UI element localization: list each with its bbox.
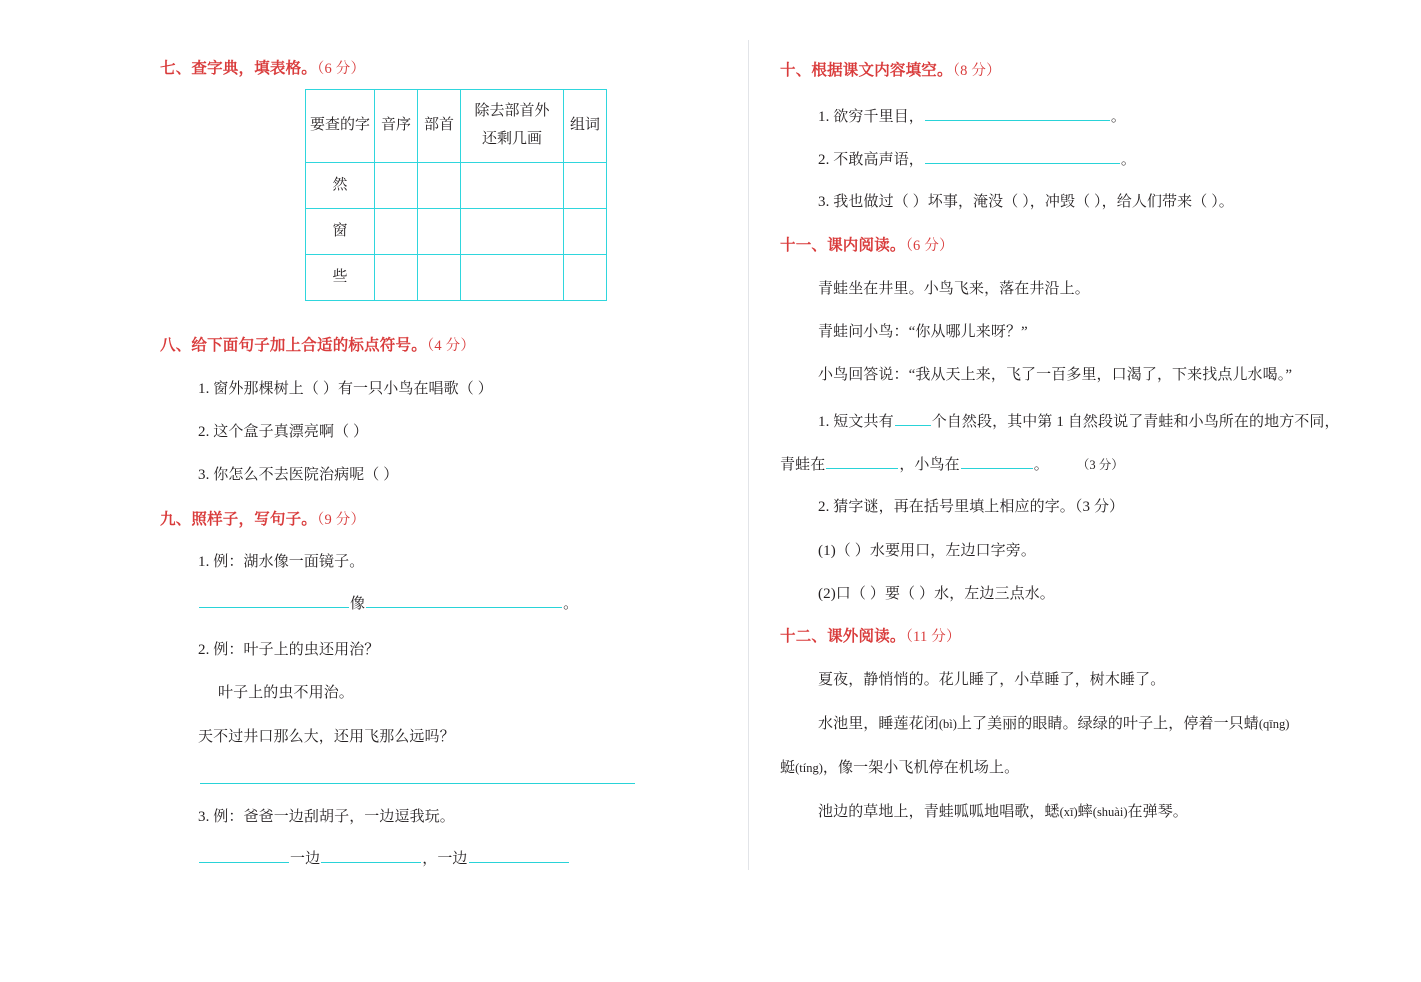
section-11-q1-part2: 个自然段，其中第 1 自然段说了青蛙和小鸟所在的地方不同， (931, 413, 1340, 430)
table-cell-char: 窗 (306, 209, 375, 255)
section-7-points: （6 分） (317, 61, 366, 77)
table-cell-zuci[interactable] (564, 255, 607, 301)
section-12-pinyin-qing: (qīng) (1258, 717, 1290, 731)
dictionary-table (305, 89, 607, 301)
section-9-q3-word-b: 一边 (437, 850, 468, 867)
section-12-pinyin-xi: (xī) (1059, 805, 1078, 819)
section-12-passage-line-4 (818, 800, 1188, 821)
table-header-zuci: 组词 (564, 90, 607, 163)
section-9-heading (160, 507, 365, 529)
table-cell-zuci[interactable] (564, 163, 607, 209)
section-8-item-1: 1. 窗外那棵树上（ ）有一只小鸟在唱歌（ ） (198, 381, 493, 397)
section-12-line3-a: 蜓 (780, 760, 796, 776)
section-10-q1-prefix: 1. 欲穷千里目， (818, 108, 924, 125)
section-9-q2-example: 2. 例：叶子上的虫还用治？ (198, 642, 380, 658)
table-cell-bushou[interactable] (418, 163, 461, 209)
table-cell-char: 些 (306, 255, 375, 301)
section-10-points: （8 分） (952, 63, 1001, 79)
section-12-line3-b: ，像一架小飞机停在机场上。 (822, 760, 1020, 776)
section-12-points: （11 分） (905, 629, 961, 645)
section-11-q1-part1: 1. 短文共有 (818, 413, 894, 430)
section-10-item-3: 3. 我也做过（ ）坏事，淹没（ ），冲毁（ ），给人们带来（ ）。 (818, 194, 1234, 210)
section-9-q3-word-a: 一边 (290, 850, 321, 867)
section-11-q1-blank-count[interactable] (895, 409, 931, 426)
section-12-passage-line-3 (780, 756, 1019, 777)
section-9-q1-answer-row (198, 591, 578, 613)
section-10-title: 十、根据课文内容填空。 (780, 62, 953, 79)
section-7-heading (160, 56, 365, 78)
section-12-title: 十二、课外阅读。 (780, 628, 906, 645)
section-12-pinyin-shuai: (shuài) (1092, 805, 1128, 819)
section-12-heading (780, 624, 961, 646)
section-9-points: （9 分） (317, 512, 366, 528)
table-cell-char: 然 (306, 163, 375, 209)
section-11-q2-item-2: (2)口（ ）要（ ）水，左边三点水。 (818, 586, 1055, 602)
section-12-passage-line-1: 夏夜，静悄悄的。花儿睡了，小草睡了，树木睡了。 (818, 672, 1166, 688)
section-12-passage-line-2 (818, 712, 1289, 733)
section-12-pinyin-ting: (tíng) (795, 761, 823, 775)
table-cell-yinxu[interactable] (375, 163, 418, 209)
section-9-q1-blank-a[interactable] (199, 591, 349, 608)
section-9-q1-word: 像 (350, 595, 366, 612)
section-10-item-2 (818, 147, 1136, 169)
section-8-item-3: 3. 你怎么不去医院治病呢（ ） (198, 467, 399, 483)
table-header-strokes-line1: 除去部首外 (474, 103, 550, 120)
table-cell-strokes[interactable] (461, 209, 564, 255)
table-header-yinxu: 音序 (375, 90, 418, 163)
section-9-q3-blank-a[interactable] (199, 846, 289, 863)
section-11-q1-points: （3 分） (1076, 457, 1124, 472)
section-9-q1-example: 1. 例：湖水像一面镜子。 (198, 554, 365, 570)
table-cell-bushou[interactable] (418, 255, 461, 301)
column-divider (748, 40, 749, 870)
section-11-q2: 2. 猜字谜，再在括号里填上相应的字。（3 分） (818, 499, 1125, 515)
section-9-q3-blank-b[interactable] (321, 846, 421, 863)
section-8-heading (160, 333, 475, 355)
section-10-item-1 (818, 104, 1126, 126)
table-cell-bushou[interactable] (418, 209, 461, 255)
section-8-title: 八、给下面句子加上合适的标点符号。 (160, 337, 427, 354)
section-12-line4-a: 池边的草地上，青蛙呱呱地唱歌，蟋 (818, 804, 1060, 820)
section-10-q1-period: 。 (1110, 108, 1127, 125)
section-9-q3-example: 3. 例：爸爸一边刮胡子，一边逗我玩。 (198, 809, 455, 825)
section-9-q3-answer-row (198, 846, 570, 868)
section-9-q1-blank-b[interactable] (366, 591, 562, 608)
section-10-q1-blank[interactable] (925, 104, 1110, 121)
table-header-strokes-line2: 还剩几画 (481, 131, 542, 147)
section-11-passage-line-3: 小鸟回答说：“我从天上来，飞了一百多里，口渴了，下来找点儿水喝。” (818, 367, 1293, 383)
section-8-item-2: 2. 这个盒子真漂亮啊（ ） (198, 424, 369, 440)
section-9-q2-answer: 叶子上的虫不用治。 (218, 685, 354, 701)
table-cell-strokes[interactable] (461, 255, 564, 301)
section-9-q1-period: 。 (563, 595, 579, 612)
section-11-heading (780, 233, 954, 255)
table-cell-yinxu[interactable] (375, 209, 418, 255)
table-row (306, 163, 607, 209)
section-12-line4-c: 在弹琴。 (1127, 804, 1188, 820)
table-header-char: 要查的字 (306, 90, 375, 163)
section-9-q3-comma: ， (422, 850, 438, 867)
section-11-q1-line-1 (818, 409, 1340, 431)
table-header-strokes (461, 90, 564, 163)
section-11-q1-part5: 。 (1033, 456, 1049, 473)
table-cell-strokes[interactable] (461, 163, 564, 209)
table-header-row (306, 90, 607, 163)
section-11-q1-blank-frog[interactable] (826, 452, 898, 469)
section-11-q1-line-2 (780, 452, 1124, 474)
section-10-q2-period: 。 (1120, 151, 1137, 168)
section-11-q1-part4: ，小鸟在 (899, 456, 960, 473)
section-7-title: 七、查字典，填表格。 (160, 60, 318, 77)
section-11-q2-item-1: (1)（ ）水要用口，左边口字旁。 (818, 543, 1036, 559)
section-11-passage-line-1: 青蛙坐在井里。小鸟飞来，落在井沿上。 (818, 281, 1090, 297)
section-12-line2-a: 水池里，睡莲花闭 (818, 716, 939, 732)
section-12-line4-b: 蟀 (1077, 804, 1093, 820)
section-11-points: （6 分） (905, 238, 954, 254)
table-cell-yinxu[interactable] (375, 255, 418, 301)
section-11-title: 十一、课内阅读。 (780, 237, 906, 254)
section-10-q2-prefix: 2. 不敢高声语， (818, 151, 924, 168)
section-9-title: 九、照样子，写句子。 (160, 511, 318, 528)
section-12-pinyin-bi: (bì) (938, 717, 957, 731)
table-row (306, 209, 607, 255)
table-cell-zuci[interactable] (564, 209, 607, 255)
section-9-q3-blank-c[interactable] (469, 846, 569, 863)
section-11-q1-blank-bird[interactable] (961, 452, 1033, 469)
section-10-q2-blank[interactable] (925, 147, 1120, 164)
table-row (306, 255, 607, 301)
section-11-passage-line-2: 青蛙问小鸟：“你从哪儿来呀？” (818, 324, 1028, 340)
section-11-q1-part3: 青蛙在 (780, 456, 826, 473)
section-12-line2-b: 上了美丽的眼睛。绿绿的叶子上，停着一只蜻 (956, 716, 1259, 732)
section-9-q2-answer-blank[interactable] (200, 782, 635, 784)
section-8-points: （4 分） (426, 338, 476, 354)
section-10-heading (780, 58, 1001, 80)
section-9-q2-prompt: 天不过井口那么大，还用飞那么远吗？ (198, 729, 455, 745)
table-header-bushou: 部首 (418, 90, 461, 163)
